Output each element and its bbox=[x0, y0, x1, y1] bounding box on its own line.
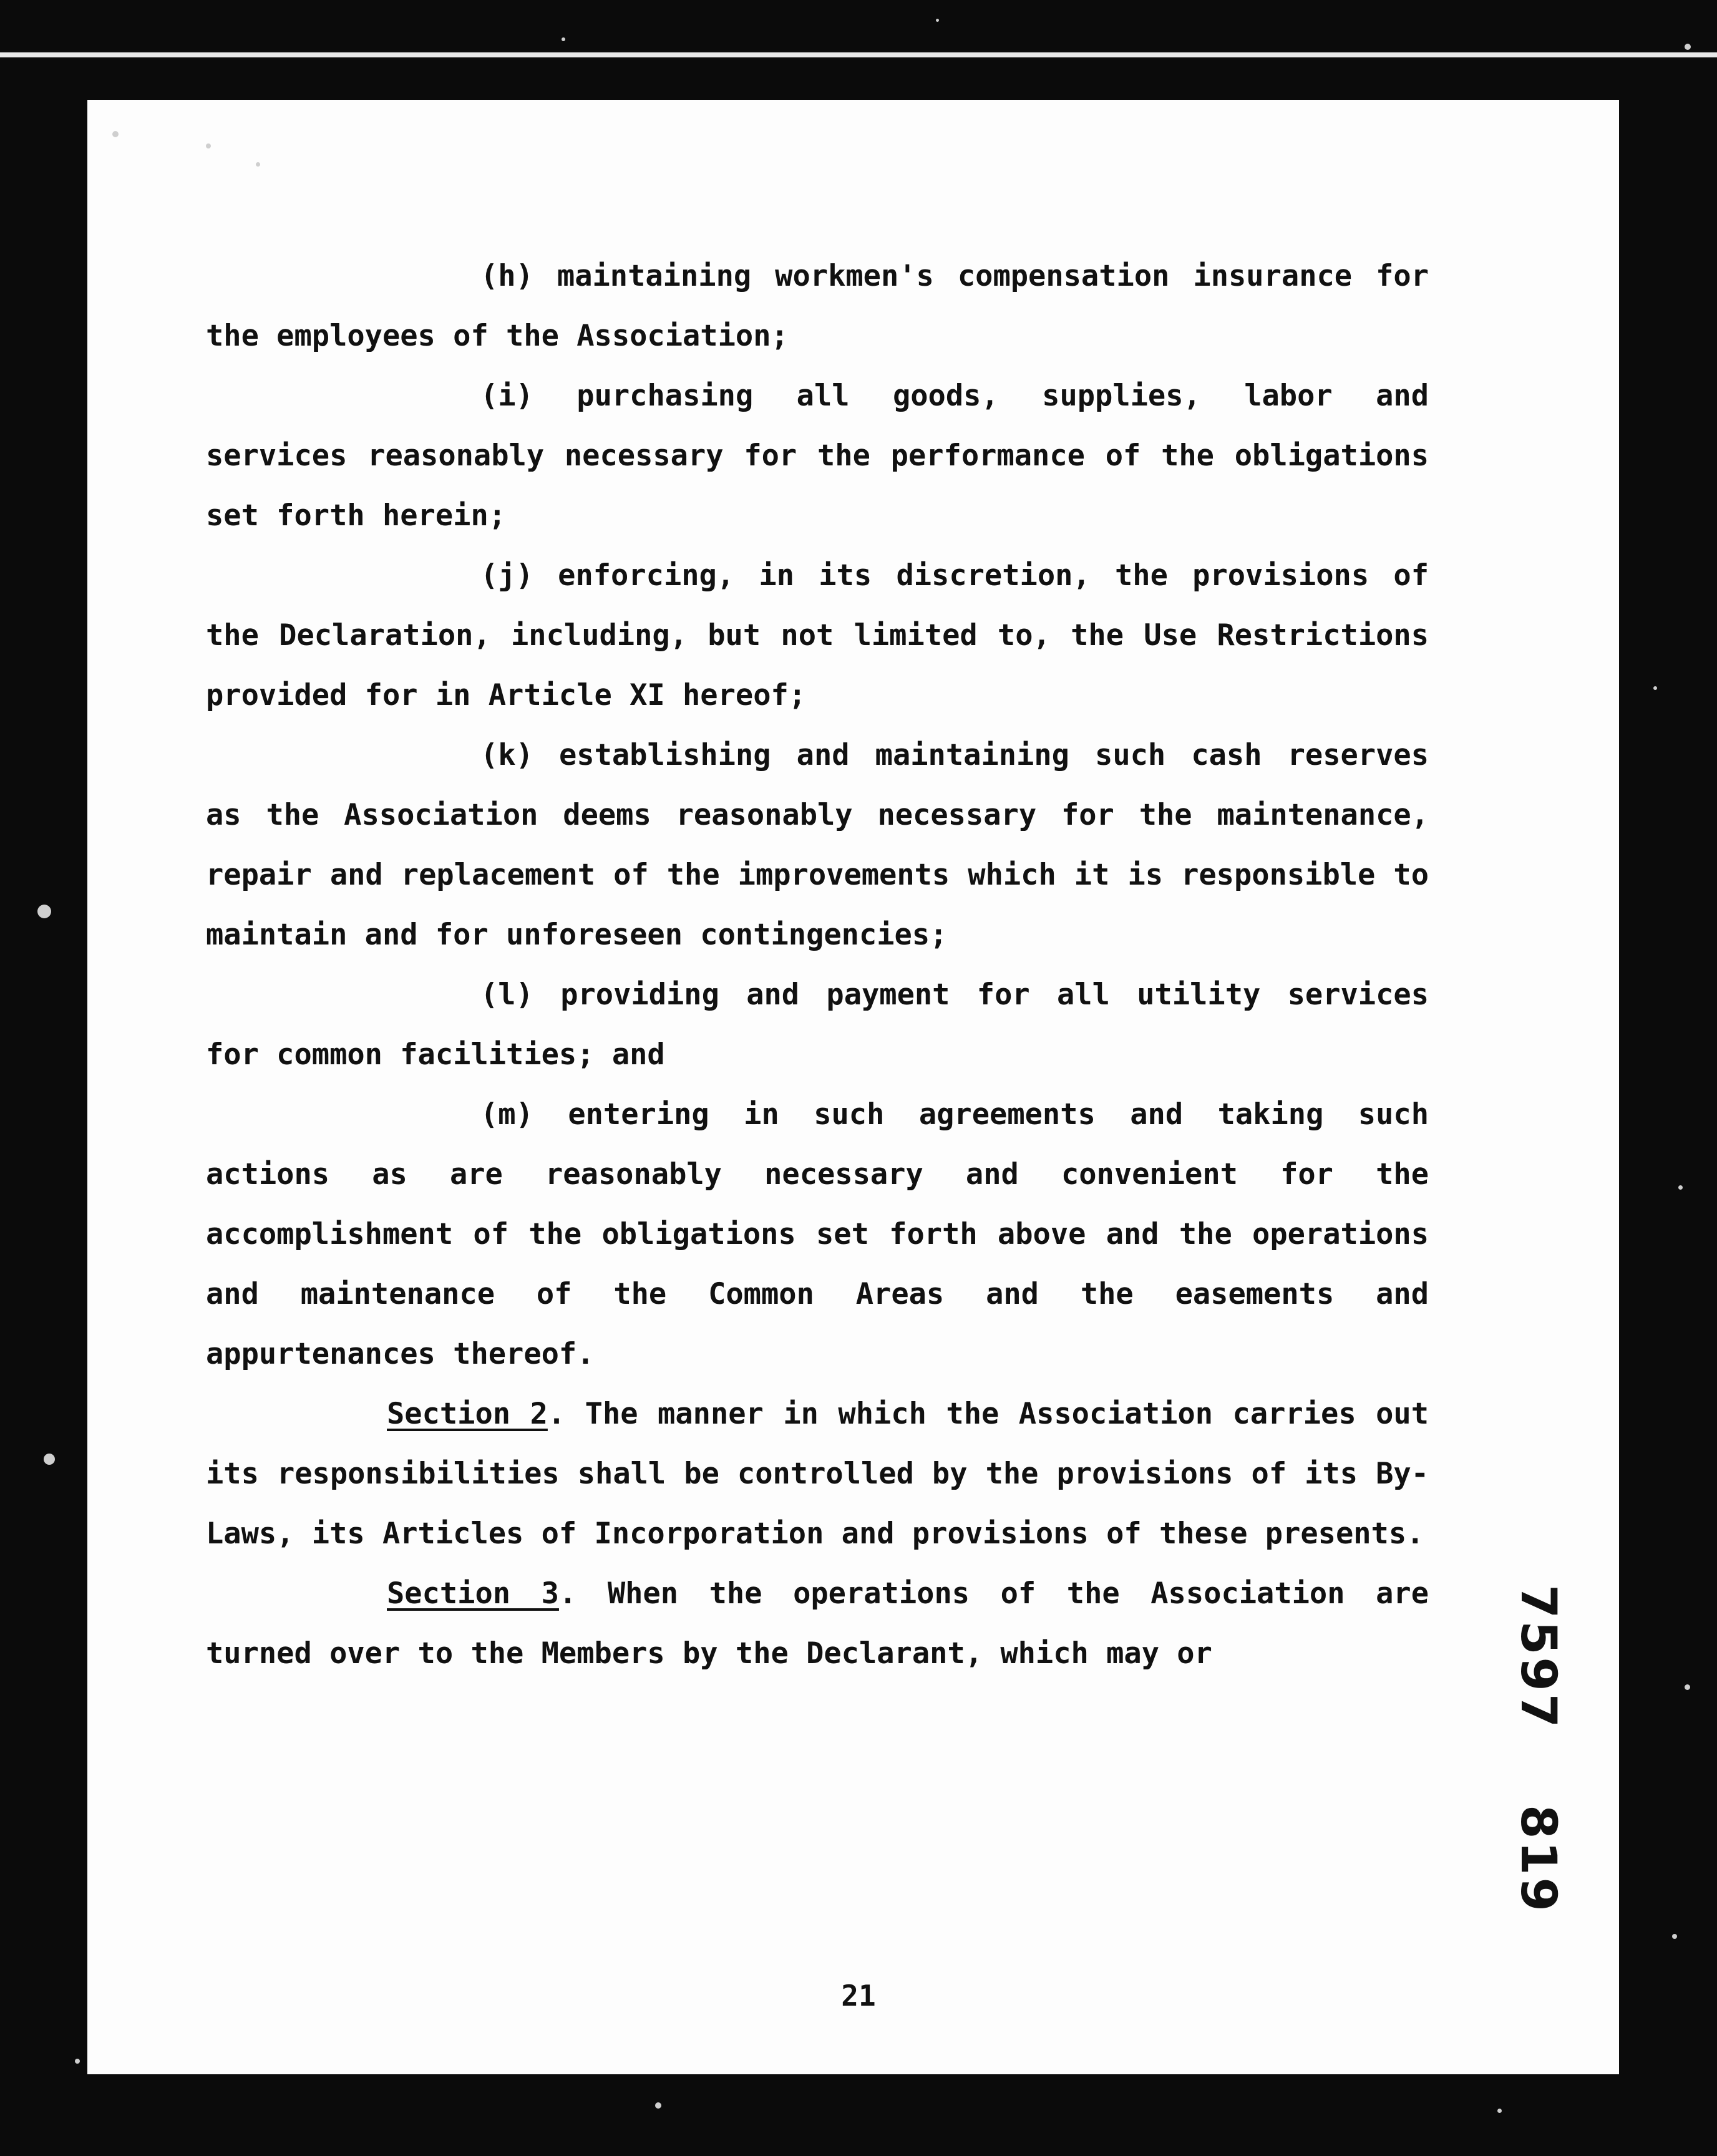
clause-i: (i) purchasing all goods, supplies, labor and services reasonably necessary for the performance of the obligations set forth herein; bbox=[206, 379, 1429, 533]
section-2-text: . The manner in which the Association carries out its responsibilities shall be controlled by the provisions of its By-Laws, its Articles of Incorporation and provisions of these presents. bbox=[206, 1397, 1429, 1551]
section-3-heading: Section 3 bbox=[387, 1576, 559, 1611]
clause-j: (j) enforcing, in its discretion, the provisions of the Declaration, including, but not limited to, the Use Restrictions provided for in Article XI hereof; bbox=[206, 558, 1429, 712]
clause-m: (m) entering in such agreements and taking such actions as are reasonably necessary and convenient for the accomplishment of the obligations set forth above and the operations and maintenance of the Common Areas and the easements and appurtenances thereof. bbox=[206, 1097, 1429, 1371]
section-2-paragraph bbox=[206, 1384, 1429, 1564]
document-body bbox=[206, 246, 1429, 1684]
scan-speckle bbox=[1685, 44, 1691, 50]
stamp-book-number: 7597 bbox=[1510, 1585, 1566, 1731]
section-3-paragraph bbox=[206, 1564, 1429, 1684]
recording-stamp-text bbox=[1510, 1585, 1566, 1914]
clause-k: (k) establishing and maintaining such cash reserves as the Association deems reasonably necessary for the maintenance, repair and replacement of the improvements which it is responsible to maintain and for unforeseen contingencies; bbox=[206, 738, 1429, 952]
scan-speckle bbox=[44, 1454, 55, 1465]
clause-h: (h) maintaining workmen's compensation insurance for the employees of the Association; bbox=[206, 259, 1429, 353]
scan-speckle bbox=[1497, 2109, 1502, 2113]
scan-speckle bbox=[1672, 1934, 1677, 1939]
scan-speckle bbox=[1653, 686, 1657, 690]
scan-speckle bbox=[256, 162, 260, 167]
scan-speckle bbox=[936, 19, 939, 22]
section-2-heading: Section 2 bbox=[387, 1397, 548, 1431]
scan-speckle bbox=[37, 905, 51, 918]
scan-speckle bbox=[206, 143, 211, 148]
scan-speckle bbox=[562, 37, 565, 41]
recording-stamp bbox=[1472, 1585, 1585, 1914]
scan-speckle bbox=[1678, 1185, 1683, 1190]
scan-speckle bbox=[655, 2102, 661, 2109]
scan-speckle bbox=[1685, 1684, 1690, 1690]
section-3-text: . When the operations of the Association are turned over to the Members by the Declarant, which may or bbox=[206, 1576, 1429, 1671]
clause-l: (l) providing and payment for all utility services for common facilities; and bbox=[206, 978, 1429, 1072]
scan-top-edge bbox=[0, 52, 1717, 57]
scan-speckle bbox=[75, 2059, 80, 2064]
scan-speckle bbox=[112, 131, 119, 137]
stamp-page-number: 819 bbox=[1510, 1805, 1566, 1914]
page-number: 21 bbox=[841, 1979, 876, 2013]
